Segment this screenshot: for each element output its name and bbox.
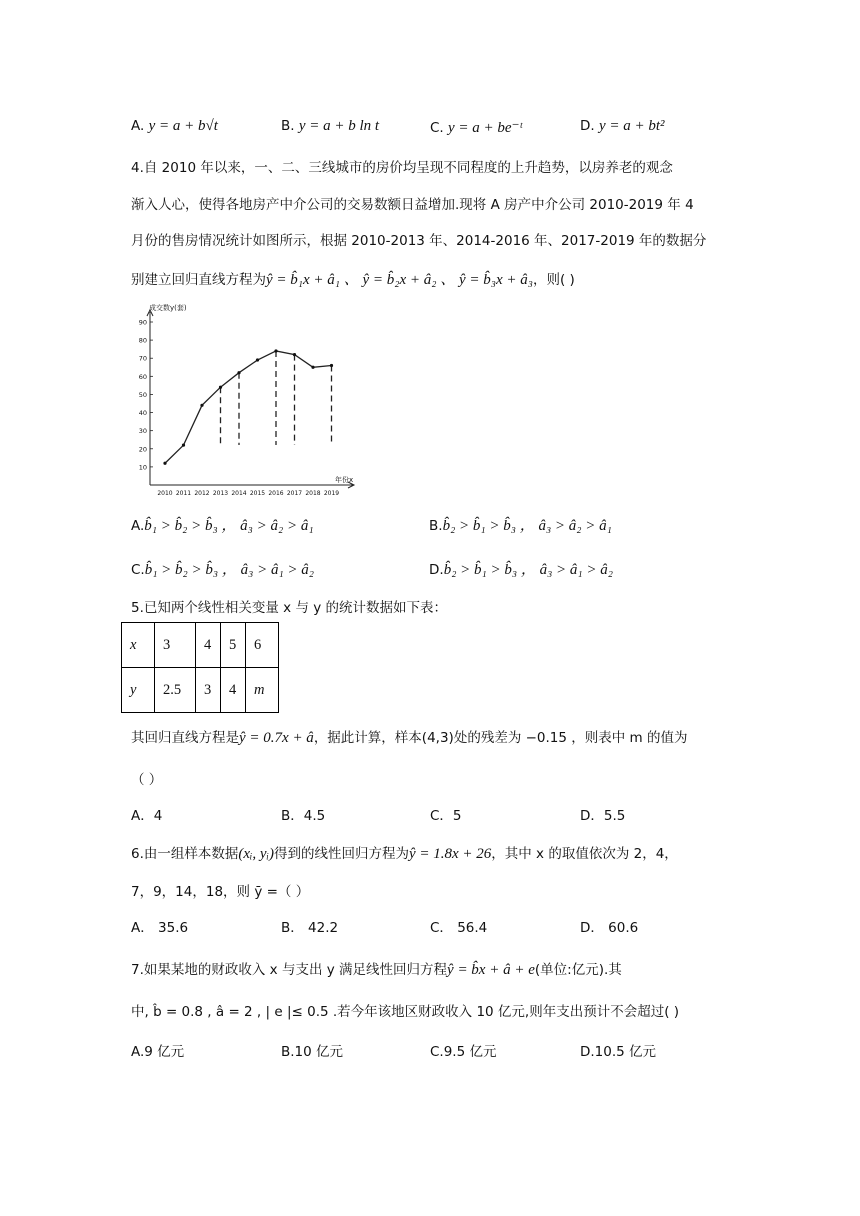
option-formula: y = a + b ln t <box>298 118 380 134</box>
q4-option-a <box>131 514 314 535</box>
sales-line-chart <box>125 298 360 498</box>
q4-option-c <box>131 558 314 579</box>
q5-data-table <box>121 622 279 713</box>
y-tick-label: 10 <box>138 463 147 472</box>
data-point <box>219 386 222 389</box>
x-tick-label: 2012 <box>194 490 210 497</box>
data-point <box>237 371 240 374</box>
option-label: A. <box>131 518 145 534</box>
x-tick-label: 2015 <box>249 490 266 497</box>
data-point <box>293 353 296 356</box>
q6-mid: 得到的线性回归方程为 <box>273 846 409 862</box>
table-cell: 3 <box>155 623 196 668</box>
q4-line-3: 月份的售房情况统计如图所示，根据 2010-2013 年、2014-2016 年、2017-2019 年的数据分 <box>131 233 707 249</box>
q7-line-2: 中, b̂ = 0.8 , â = 2 , | e |≤ 0.5 .若今年该地区财政收入 10 亿元,则年支出预计不会超过( ) <box>131 1004 680 1020</box>
q5-text-suffix: ，据此计算，样本(4,3)处的残差为 −0.15 ，则表中 m 的值为 <box>313 730 688 746</box>
q5-stem: 5.已知两个线性相关变量 x 与 y 的统计数据如下表： <box>131 600 448 616</box>
data-point <box>311 366 314 369</box>
table-cell: 3 <box>196 668 221 713</box>
x-tick-label: 2016 <box>268 490 284 497</box>
x-tick-label: 2013 <box>212 490 229 497</box>
option-label: C. <box>430 120 449 136</box>
table-cell: 4 <box>221 668 246 713</box>
data-point <box>256 358 259 361</box>
q6-line-1 <box>131 842 678 863</box>
chart-x-labels <box>157 490 339 497</box>
option-formula: y = a + b√t <box>148 118 218 134</box>
q5-answer-paren: （ ） <box>131 772 163 788</box>
option-formula: b̂₁ > b̂₂ > b̂₃ ， â₃ > â₂ > â₁ <box>144 518 314 534</box>
y-axis-label: 成交数y(套) <box>149 304 187 312</box>
y-tick-label: 60 <box>138 372 147 381</box>
option-formula: b̂₂ > b̂₁ > b̂₃ ， â₃ > â₁ > â₂ <box>443 562 613 578</box>
q7-formula: ŷ = b̂x + â + e <box>447 962 535 978</box>
table-cell: 6 <box>246 623 279 668</box>
q4-regression-formulas: ŷ = b̂₁x + â₁ 、 ŷ = b̂₂x + â₂ 、 ŷ = b̂₃x + â₃ <box>266 272 533 288</box>
chart-y-ticks <box>139 319 153 472</box>
q6-prefix: 6.由一组样本数据 <box>131 846 239 862</box>
q5-formula: ŷ = 0.7x + â <box>239 730 314 746</box>
table-cell: 4 <box>196 623 221 668</box>
q5-option-c: C．5 <box>430 808 462 824</box>
x-tick-label: 2011 <box>175 490 192 497</box>
q6-sample-formula: (xᵢ, yᵢ) <box>238 846 274 862</box>
chart-axes <box>147 310 354 488</box>
q6-option-a: A． 35.6 <box>131 920 189 936</box>
q3-option-c <box>430 118 522 137</box>
q7-line-1 <box>131 958 622 979</box>
q7-option-a: A.9 亿元 <box>131 1044 185 1060</box>
option-formula: b̂₁ > b̂₂ > b̂₃ ， â₃ > â₁ > â₂ <box>144 562 314 578</box>
option-label: A. <box>131 118 149 134</box>
q6-option-b: B． 42.2 <box>281 920 339 936</box>
q3-option-b <box>281 118 379 135</box>
q3-option-a <box>131 118 218 135</box>
series-line <box>165 351 332 463</box>
q4-option-b <box>429 514 612 535</box>
option-label: B. <box>429 518 443 534</box>
option-formula: y = a + be⁻ᵗ <box>448 120 523 136</box>
x-tick-label: 2010 <box>157 490 173 497</box>
option-label: C. <box>131 562 145 578</box>
y-tick-label: 40 <box>138 409 147 418</box>
q5-option-a: A．4 <box>131 808 163 824</box>
x-axis-label: 年份x <box>335 476 354 484</box>
data-point <box>200 404 203 407</box>
chart-dashed-drops <box>221 351 332 445</box>
q7-suffix: (单位:亿元).其 <box>534 962 622 978</box>
x-tick-label: 2019 <box>323 490 340 497</box>
q5-option-b: B．4.5 <box>281 808 326 824</box>
data-point <box>330 364 333 367</box>
x-tick-label: 2018 <box>305 490 321 497</box>
x-tick-label: 2014 <box>231 490 247 497</box>
option-label: D. <box>429 562 444 578</box>
q7-option-d: D.10.5 亿元 <box>580 1044 657 1060</box>
q6-option-c: C． 56.4 <box>430 920 488 936</box>
q4-option-d <box>429 558 613 579</box>
q5-text-prefix: 其回归直线方程是 <box>131 730 239 746</box>
y-tick-label: 20 <box>138 445 147 454</box>
x-tick-label: 2017 <box>286 490 303 497</box>
q4-line-4 <box>131 268 575 289</box>
q6-option-d: D． 60.6 <box>580 920 639 936</box>
q7-option-b: B.10 亿元 <box>281 1044 344 1060</box>
q4-line-4-suffix: ，则( ) <box>532 272 575 288</box>
q4-line-1: 4.自 2010 年以来，一、二、三线城市的房价均呈现不同程度的上升趋势，以房养老的观念 <box>131 160 673 176</box>
y-tick-label: 70 <box>138 354 147 363</box>
q7-option-c: C.9.5 亿元 <box>430 1044 497 1060</box>
q6-line-2: 7，9，14，18，则 ȳ =（ ） <box>131 884 310 900</box>
y-tick-label: 30 <box>138 427 147 436</box>
q5-option-d: D．5.5 <box>580 808 626 824</box>
y-tick-label: 50 <box>138 390 147 399</box>
table-cell: m <box>246 668 279 713</box>
option-formula: b̂₂ > b̂₁ > b̂₃ ， â₃ > â₂ > â₁ <box>442 518 612 534</box>
q7-prefix: 7.如果某地的财政收入 x 与支出 y 满足线性回归方程 <box>131 962 448 978</box>
option-formula: y = a + bt² <box>598 118 665 134</box>
option-label: B. <box>281 118 299 134</box>
y-tick-label: 80 <box>138 336 147 345</box>
q5-text-1 <box>131 726 688 747</box>
q4-line-4-prefix: 别建立回归直线方程为 <box>131 272 266 288</box>
q6-regression-formula: ŷ = 1.8x + 26 <box>408 846 492 862</box>
q3-option-d <box>580 118 665 135</box>
data-point <box>182 444 185 447</box>
table-row <box>122 668 279 713</box>
q6-suffix: ，其中 x 的取值依次为 2，4， <box>491 846 678 862</box>
data-point <box>274 349 277 352</box>
q4-line-2: 渐入人心，使得各地房产中介公司的交易数额日益增加.现将 A 房产中介公司 2010-2019 年 4 <box>131 197 694 213</box>
table-cell: 5 <box>221 623 246 668</box>
data-point <box>163 462 166 465</box>
option-label: D. <box>580 118 599 134</box>
table-row <box>122 623 279 668</box>
table-cell: y <box>122 668 155 713</box>
table-cell: x <box>122 623 155 668</box>
table-cell: 2.5 <box>155 668 196 713</box>
y-tick-label: 90 <box>138 318 147 327</box>
